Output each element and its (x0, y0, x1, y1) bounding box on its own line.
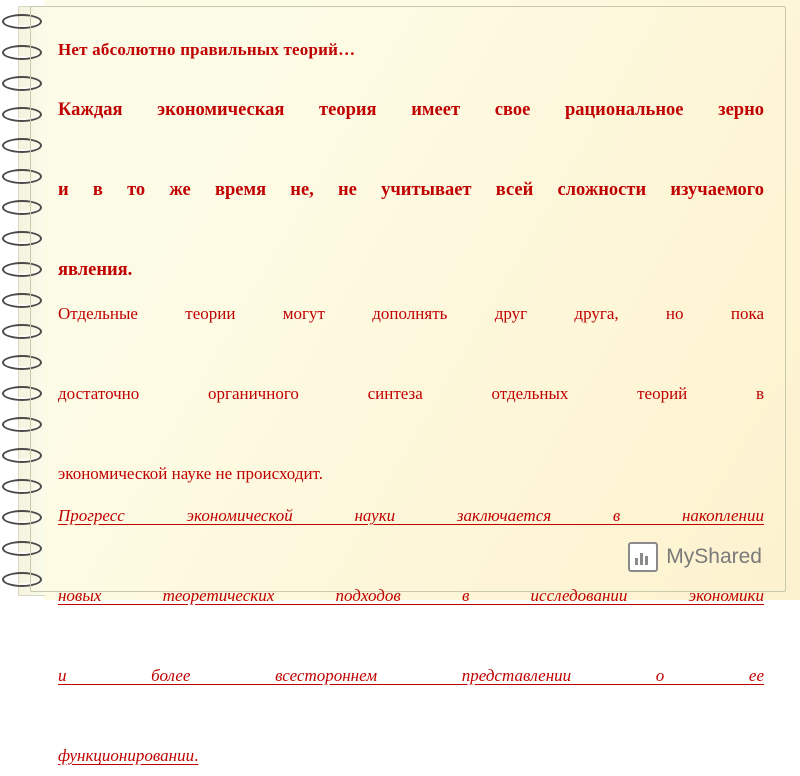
paragraph-progress-underlined (58, 496, 764, 776)
ring-icon (2, 386, 42, 401)
slide-content (58, 40, 764, 765)
ring-icon (2, 76, 42, 91)
text-line: и в то же время не, не учитывает всей сложности изучаемого (58, 180, 764, 200)
watermark-label: MyShared (666, 545, 762, 568)
spiral-rings (0, 0, 44, 600)
bar-chart-icon (628, 542, 658, 572)
ring-icon (2, 572, 42, 587)
ring-icon (2, 138, 42, 153)
ring-icon (2, 448, 42, 463)
ring-icon (2, 479, 42, 494)
ring-icon (2, 355, 42, 370)
text-line: экономической науке не происходит. (58, 464, 323, 483)
ring-icon (2, 262, 42, 277)
text-line: достаточно органичного синтеза отдельных теорий в (58, 384, 764, 403)
ring-icon (2, 324, 42, 339)
ring-icon (2, 510, 42, 525)
ring-icon (2, 541, 42, 556)
ring-icon (2, 293, 42, 308)
ring-icon (2, 14, 42, 29)
ring-icon (2, 169, 42, 184)
ring-icon (2, 200, 42, 215)
text-line: новых теоретических подходов в исследовании экономики (58, 586, 764, 605)
paragraph-theory-synthesis (58, 294, 764, 494)
text-line: и более всестороннем представлении о ее (58, 666, 764, 685)
ring-icon (2, 45, 42, 60)
text-line-tail: . (194, 746, 199, 765)
paragraph-rational-core (58, 90, 764, 290)
text-line: явления. (58, 260, 133, 280)
text-line: функционировании (58, 746, 195, 765)
ring-icon (2, 417, 42, 432)
ring-icon (2, 107, 42, 122)
watermark (628, 542, 762, 572)
text-line: Отдельные теории могут дополнять друг друга, но пока (58, 304, 764, 323)
text-line: Прогресс экономической науки заключается в накоплении (58, 506, 764, 525)
ring-icon (2, 231, 42, 246)
text-line: Каждая экономическая теория имеет свое рациональное зерно (58, 100, 764, 120)
page-title: Нет абсолютно правильных теорий… (58, 40, 356, 59)
